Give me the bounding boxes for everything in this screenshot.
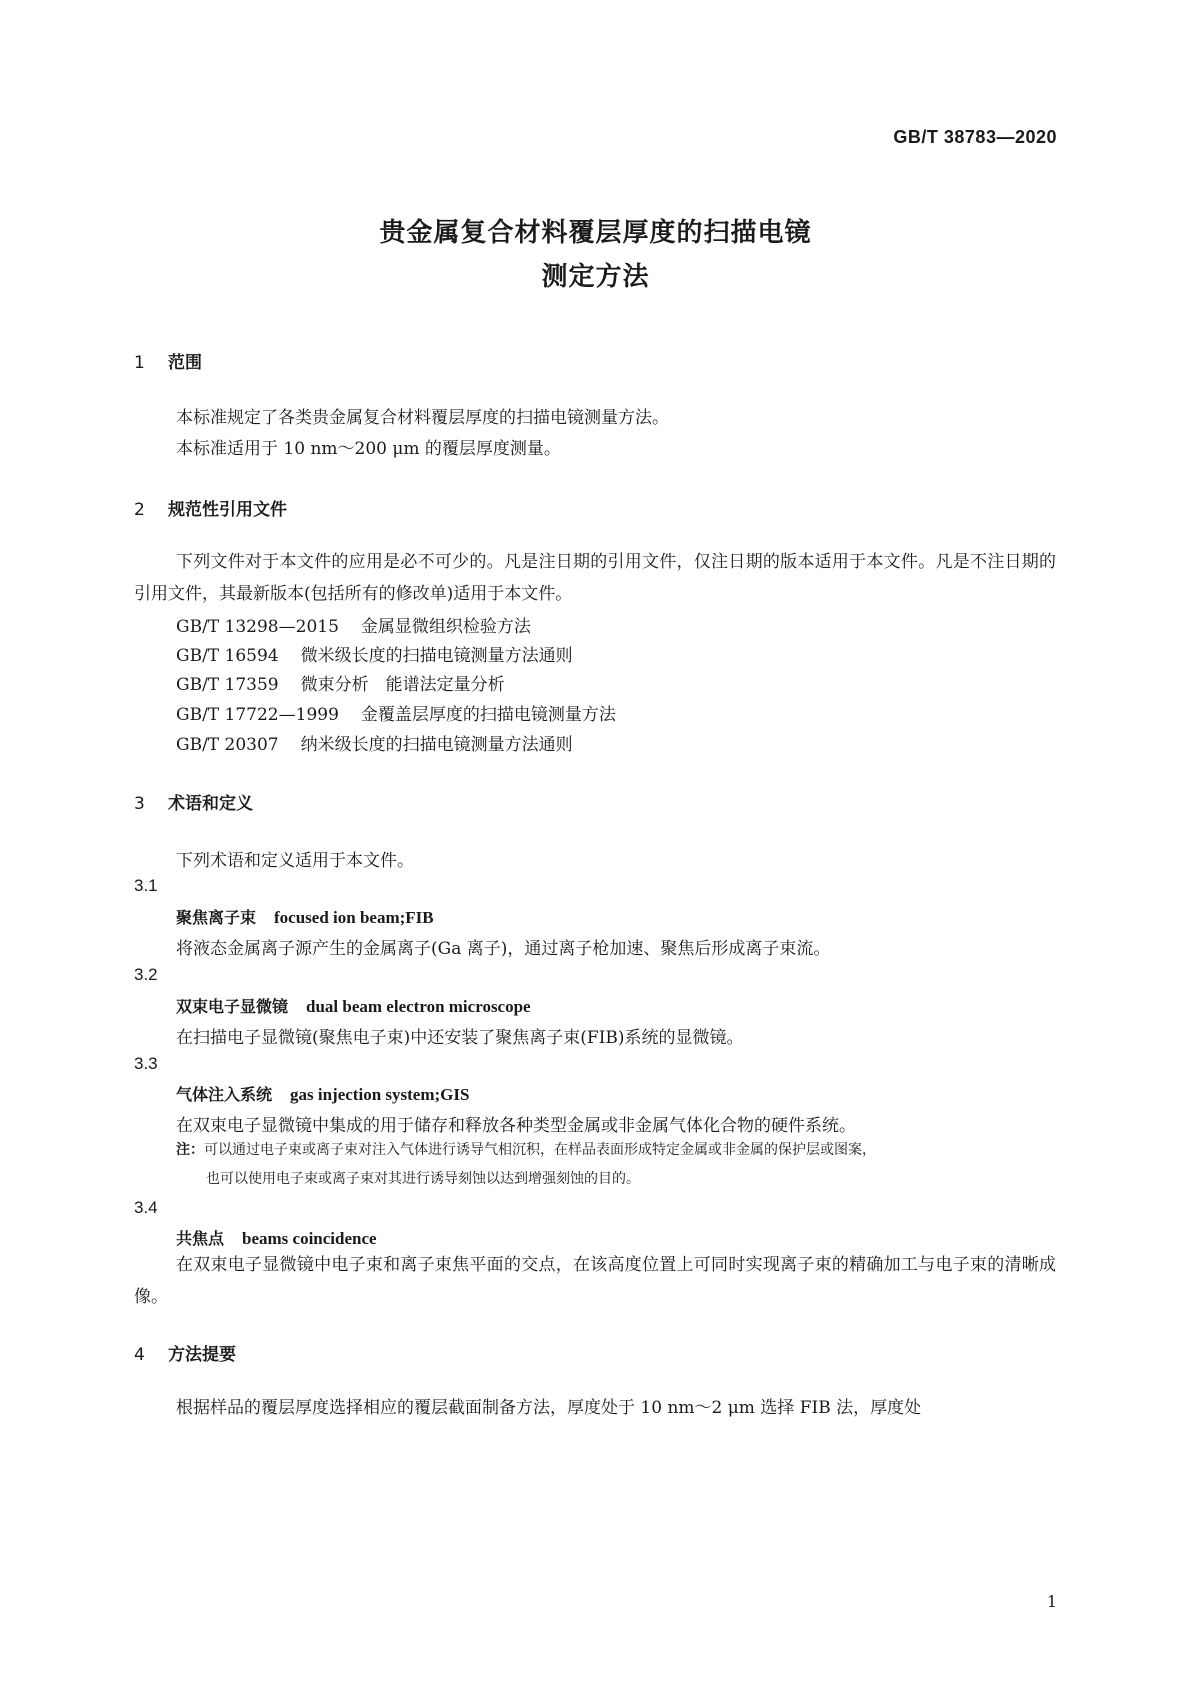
paragraph: 下列术语和定义适用于本文件。 (176, 851, 414, 871)
section-heading-method-summary (134, 1340, 236, 1365)
reference-title: 金覆盖层厚度的扫描电镜测量方法 (360, 705, 616, 725)
term-name (176, 1226, 377, 1249)
term-en: gas injection system;GIS (290, 1085, 470, 1104)
reference-code: GB/T 16594 (176, 646, 279, 666)
note-text-line1: 可以通过电子束或离子束对注入气体进行诱导气相沉积，在样品表面形成特定金属或非金属的保护层或图案， (204, 1142, 876, 1158)
note-text-line2: 也可以使用电子束或离子束对其进行诱导刻蚀以达到增强刻蚀的目的。 (206, 1171, 640, 1187)
reference-title: 纳米级长度的扫描电镜测量方法通则 (300, 735, 573, 755)
term-definition: 将液态金属离子源产生的金属离子(Ga 离子)，通过离子枪加速、聚焦后形成离子束流。 (176, 939, 831, 959)
paragraph: 根据样品的覆层厚度选择相应的覆层截面制备方法，厚度处于 10 nm～2 μm 选择 FIB 法，厚度处 (176, 1398, 922, 1418)
standard-code: GB/T 38783—2020 (893, 127, 1057, 147)
term-name (176, 1082, 469, 1105)
section-title: 范围 (168, 353, 202, 373)
reference-item (176, 641, 573, 666)
reference-code: GB/T 17359 (176, 675, 279, 695)
section-title: 术语和定义 (168, 794, 253, 814)
term-number: 3.1 (134, 876, 158, 895)
document-title-line2: 测定方法 (541, 262, 650, 292)
page-number: 1 (1046, 1592, 1057, 1611)
paragraph: 本标准规定了各类贵金属复合材料覆层厚度的扫描电镜测量方法。 (176, 408, 669, 428)
term-en: focused ion beam;FIB (274, 908, 434, 927)
reference-title: 微米级长度的扫描电镜测量方法通则 (300, 646, 573, 666)
note-label: 注： (176, 1142, 204, 1158)
term-zh: 聚焦离子束 (176, 908, 257, 927)
reference-item (176, 730, 573, 755)
section-number: 1 (134, 353, 145, 373)
term-number: 3.3 (134, 1054, 158, 1073)
section-heading-terms (134, 789, 253, 814)
term-definition: 在扫描电子显微镜(聚焦电子束)中还安装了聚焦离子束(FIB)系统的显微镜。 (176, 1028, 744, 1048)
reference-item (176, 612, 531, 637)
term-zh: 双束电子显微镜 (176, 997, 289, 1016)
reference-code: GB/T 20307 (176, 735, 279, 755)
section-number: 4 (134, 1345, 145, 1365)
section-heading-scope (134, 348, 202, 373)
section-title: 方法提要 (168, 1345, 236, 1365)
note (176, 1136, 1056, 1194)
reference-code: GB/T 17722—1999 (176, 705, 339, 725)
reference-item (176, 670, 505, 695)
reference-item (176, 700, 616, 725)
section-number: 2 (134, 500, 145, 520)
reference-code: GB/T 13298—2015 (176, 617, 339, 637)
term-en: dual beam electron microscope (306, 997, 531, 1016)
paragraph: 下列文件对于本文件的应用是必不可少的。凡是注日期的引用文件，仅注日期的版本适用于本文件。凡是不注日期的引用文件，其最新版本(包括所有的修改单)适用于本文件。 (134, 552, 1056, 604)
section-heading-normative-references (134, 495, 287, 520)
reference-title: 微束分析 能谱法定量分析 (300, 675, 505, 695)
reference-title: 金属显微组织检验方法 (360, 617, 531, 637)
term-number: 3.4 (134, 1198, 158, 1217)
document-title-line1: 贵金属复合材料覆层厚度的扫描电镜 (379, 218, 812, 248)
term-en: beams coincidence (242, 1229, 377, 1248)
section-number: 3 (134, 794, 145, 814)
term-name (176, 994, 531, 1017)
section-title: 规范性引用文件 (168, 500, 287, 520)
term-definition: 在双束电子显微镜中集成的用于储存和释放各种类型金属或非金属气体化合物的硬件系统。 (176, 1116, 856, 1136)
term-zh: 气体注入系统 (176, 1085, 273, 1104)
term-zh: 共焦点 (176, 1229, 225, 1248)
term-definition: 在双束电子显微镜中电子束和离子束焦平面的交点，在该高度位置上可同时实现离子束的精确加工与电子束的清晰成像。 (134, 1255, 1056, 1307)
term-name (176, 905, 434, 928)
paragraph: 本标准适用于 10 nm～200 μm 的覆层厚度测量。 (176, 439, 561, 459)
term-number: 3.2 (134, 965, 158, 984)
